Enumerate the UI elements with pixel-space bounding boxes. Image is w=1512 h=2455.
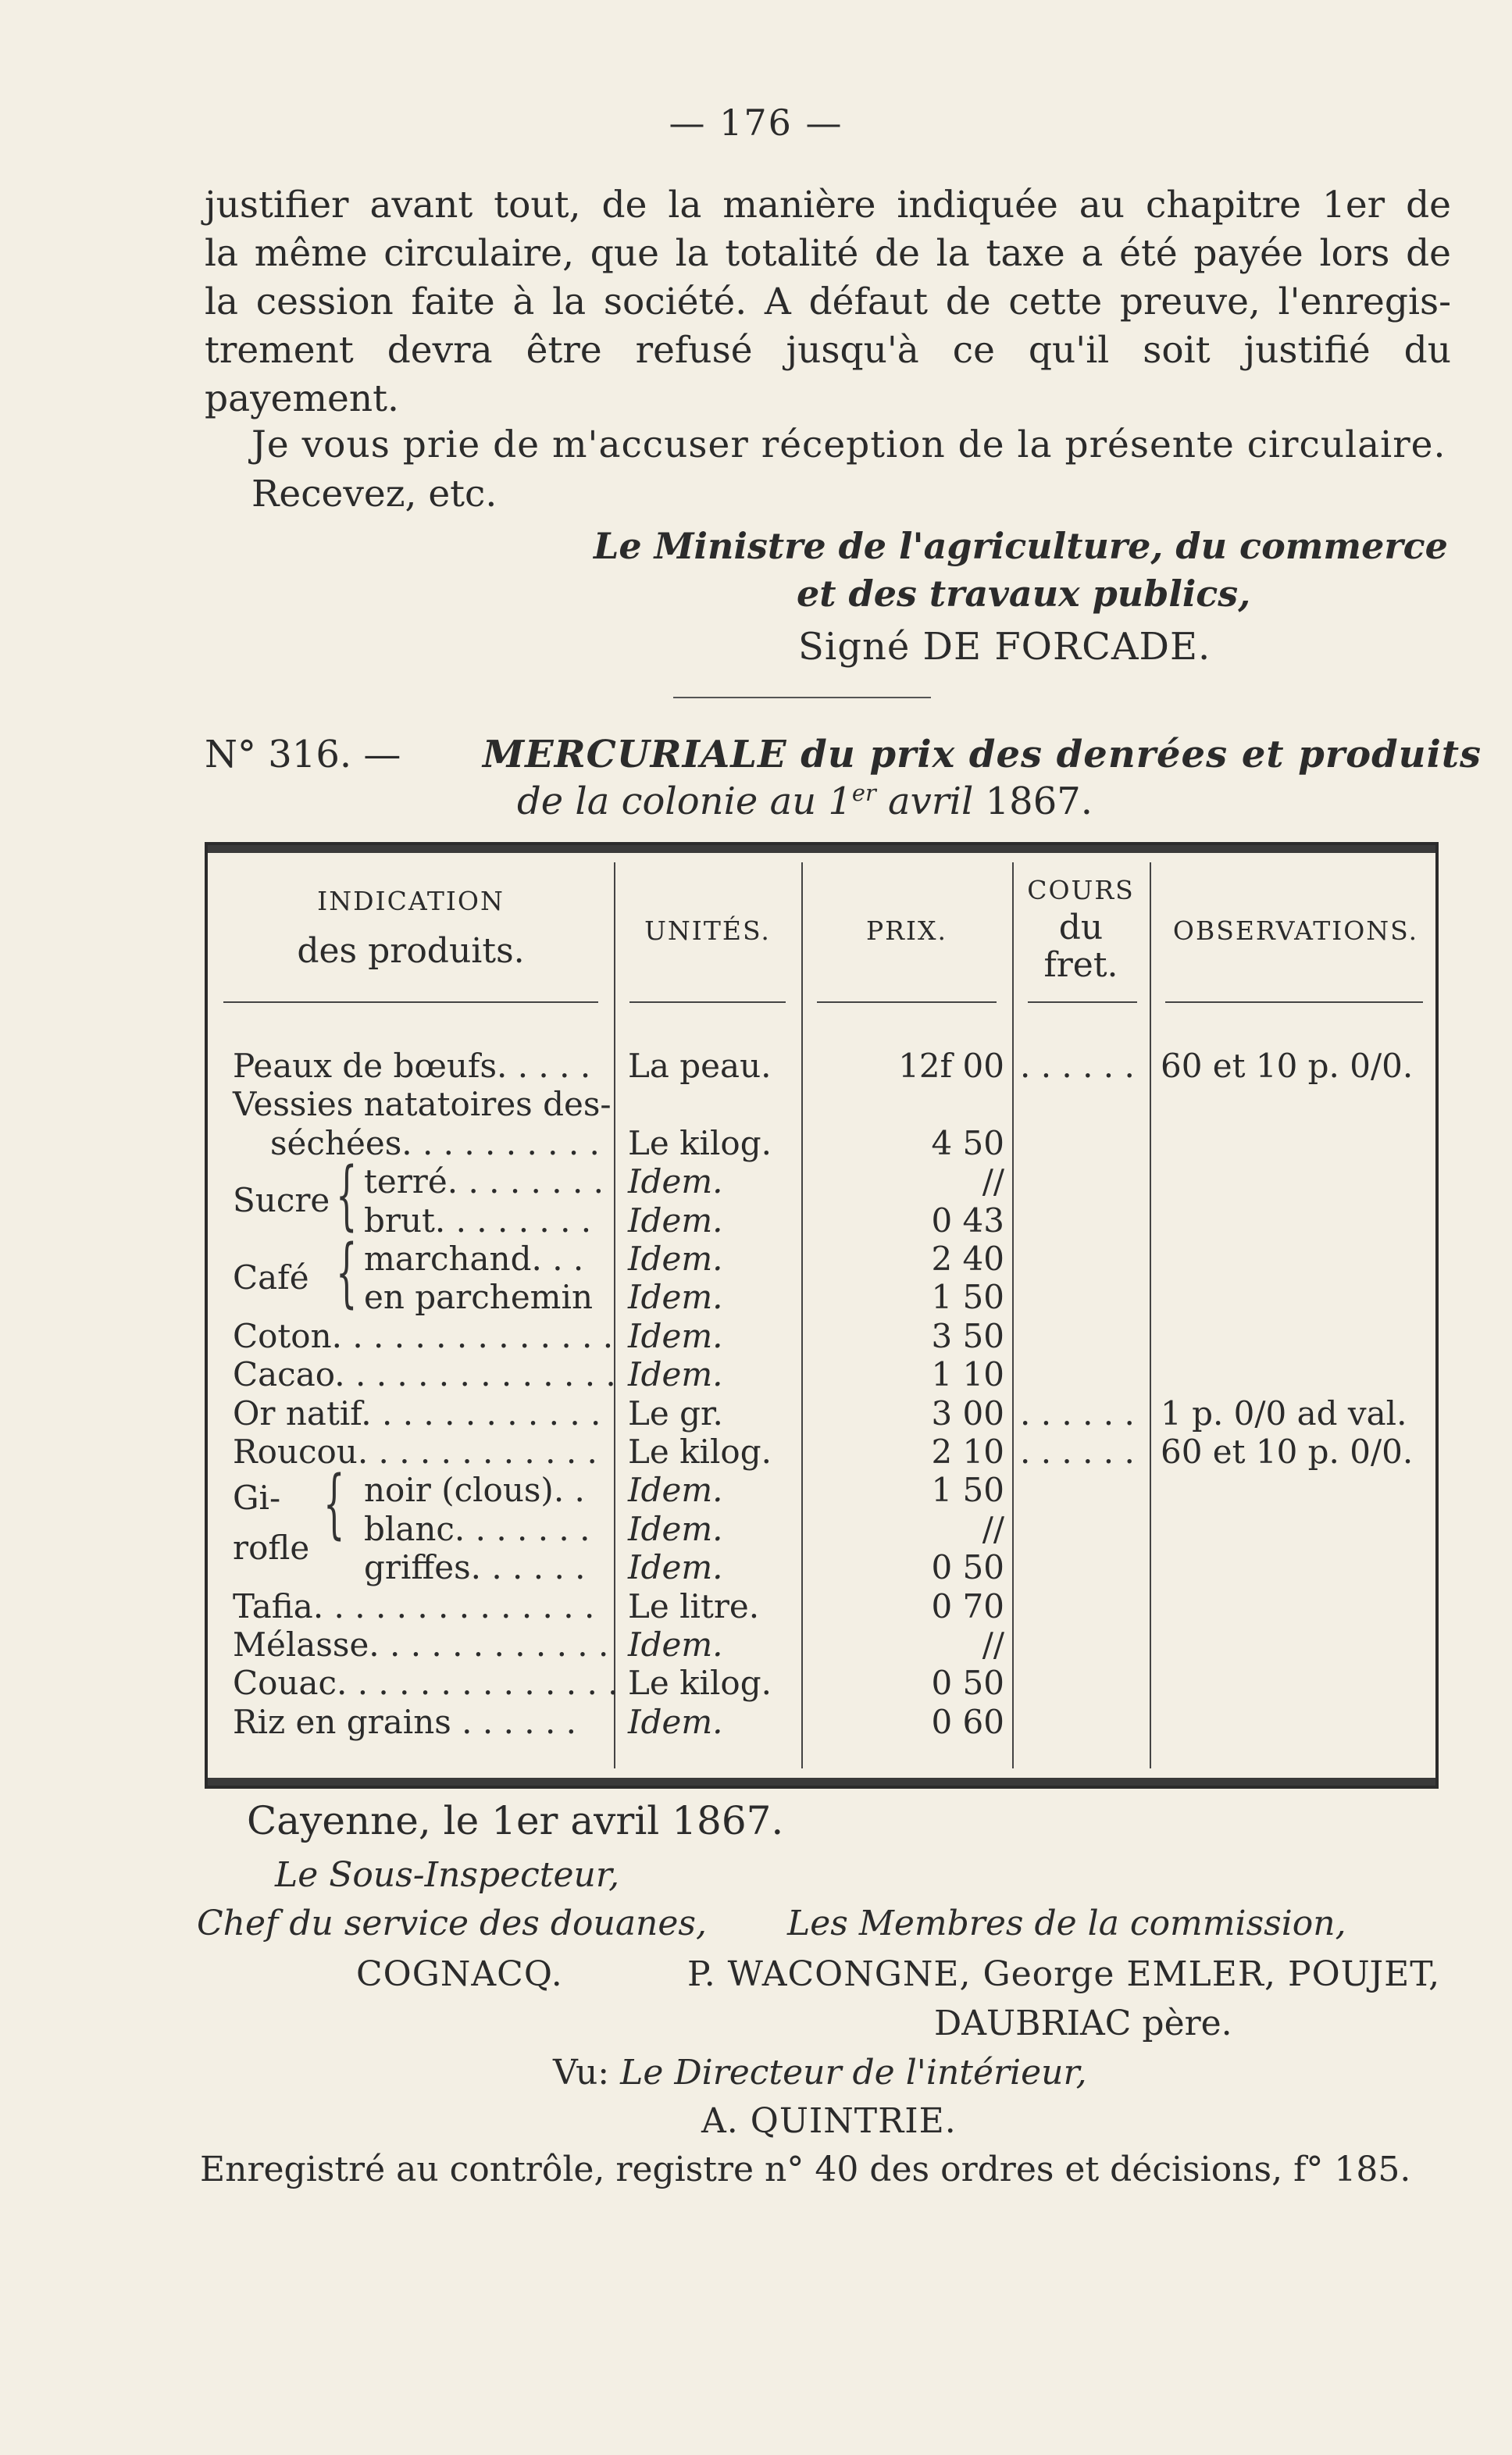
header-du: du	[1058, 908, 1104, 947]
table-row	[208, 1625, 1442, 1665]
mercuriale-table	[205, 842, 1439, 1789]
vu-line	[553, 2053, 1087, 2093]
cell-price: 1 50	[931, 1278, 1004, 1317]
cell-unit: Idem.	[628, 1625, 723, 1664]
cell-name: noir (clous). .	[364, 1471, 585, 1510]
cell-unit: Idem.	[628, 1240, 723, 1278]
minister-title-line1: Le Ministre de l'agriculture, du commerce	[594, 525, 1448, 567]
paragraph-line: la cession faite à la société. A défaut de cette preuve, l'enregis-	[205, 280, 1451, 323]
section-title-line2	[517, 780, 1093, 823]
table-row	[208, 1509, 1442, 1567]
signature-line: Signé DE FORCADE.	[798, 625, 1211, 669]
table-top-rule	[208, 845, 1435, 853]
group-label: rofle	[233, 1528, 310, 1567]
section-title-line1: MERCURIALE du prix des denrées et produits	[483, 733, 1482, 776]
cell-unit: Idem.	[628, 1548, 723, 1587]
chef-douanes: Chef du service des douanes,	[197, 1904, 707, 1943]
table-row	[208, 1278, 1442, 1317]
header-rule	[223, 1001, 598, 1003]
registration-note: Enregistré au contrôle, registre n° 40 des ordres et décisions, f° 185.	[200, 2150, 1411, 2189]
cell-name: Coton. . . . . . . . . . . . . .	[233, 1316, 614, 1355]
group-label: Café	[233, 1258, 309, 1297]
section-separator	[673, 697, 931, 698]
cell-unit: Le gr.	[628, 1393, 723, 1433]
cell-name: brut. . . . . . . .	[364, 1201, 592, 1240]
commission-signers-line1: P. WACONGNE, George EMLER, POUJET,	[687, 1954, 1441, 1994]
cell-price: //	[982, 1162, 1004, 1201]
brace-icon: {	[336, 1229, 358, 1316]
cell-unit: Idem.	[628, 1509, 723, 1548]
cell-name: Mélasse. . . . . . . . . . . .	[233, 1625, 609, 1664]
cell-price: 1 50	[931, 1471, 1004, 1510]
cell-unit: Idem.	[628, 1201, 723, 1240]
cell-unit: Le kilog.	[628, 1433, 772, 1471]
brace-icon: {	[323, 1460, 345, 1548]
cell-unit: Le kilog.	[628, 1664, 772, 1703]
acknowledge-line: Je vous prie de m'accuser réception de la présente circulaire.	[251, 423, 1446, 466]
cell-price: 2 40	[931, 1240, 1004, 1278]
cell-price: 2 10	[931, 1433, 1004, 1471]
header-rule	[1165, 1001, 1423, 1003]
table-row	[208, 1201, 1442, 1240]
cell-name: terré. . . . . . . .	[364, 1162, 604, 1201]
group-label: Sucre	[233, 1181, 330, 1220]
cell-name: Or natif. . . . . . . . . . . .	[233, 1393, 601, 1433]
cell-unit: Idem.	[628, 1471, 723, 1510]
vu-label: Vu:	[553, 2053, 610, 2093]
minister-title-line2: et des travaux publics,	[797, 573, 1251, 615]
header-observations: OBSERVATIONS.	[1172, 915, 1419, 946]
cell-obs: 60 et 10 p. 0/0.	[1161, 1433, 1414, 1471]
title-sup: er	[851, 780, 876, 806]
table-row	[208, 1664, 1442, 1703]
cell-fret: . . . . . .	[1020, 1433, 1135, 1471]
signer-quintrie: A. QUINTRIE.	[701, 2101, 957, 2141]
cell-price: 12f 00	[898, 1047, 1004, 1085]
cell-name: blanc. . . . . . .	[364, 1509, 590, 1548]
cell-unit: Idem.	[628, 1278, 723, 1317]
cell-obs: 60 et 10 p. 0/0.	[1161, 1047, 1414, 1085]
table-row	[208, 1355, 1442, 1394]
header-prix: PRIX.	[865, 915, 948, 946]
cell-unit: Idem.	[628, 1355, 723, 1394]
cell-unit: Idem.	[628, 1702, 723, 1741]
cell-name: Cacao. . . . . . . . . . . . . .	[233, 1355, 616, 1394]
cell-name: griffes. . . . . .	[364, 1548, 586, 1587]
brace-icon: {	[336, 1151, 358, 1240]
cell-fret: . . . . . .	[1020, 1393, 1135, 1433]
header-rule	[1028, 1001, 1137, 1003]
paragraph-line: la même circulaire, que la totalité de la taxe a été payée lors de	[205, 232, 1451, 275]
table-row	[208, 1124, 1442, 1163]
header-fret: fret.	[1043, 945, 1118, 985]
header-indication: INDICATION	[317, 886, 505, 916]
table-row	[208, 1703, 1442, 1742]
closing-line: Recevez, etc.	[251, 473, 497, 516]
cell-unit: Le kilog.	[628, 1123, 772, 1162]
table-row	[208, 1394, 1442, 1433]
cell-price: 0 70	[931, 1586, 1004, 1625]
cell-name: séchées. . . . . . . . . .	[270, 1123, 600, 1162]
table-row	[208, 1047, 1442, 1086]
cell-price: //	[982, 1509, 1004, 1548]
cell-price: 0 60	[931, 1702, 1004, 1741]
cell-obs: 1 p. 0/0 ad val.	[1161, 1393, 1407, 1433]
cell-name: en parchemin	[364, 1278, 593, 1317]
cell-price: 1 10	[931, 1355, 1004, 1394]
cell-name: marchand. . .	[364, 1240, 584, 1278]
commission-signers-line2: DAUBRIAC père.	[934, 2004, 1232, 2043]
paragraph-line: justifier avant tout, de la manière indiquée au chapitre 1er de	[205, 184, 1451, 227]
section-number: N° 316. —	[205, 733, 401, 776]
header-produits: des produits.	[297, 931, 525, 971]
cell-unit: Idem.	[628, 1162, 723, 1201]
cell-name: Riz en grains . . . . . .	[233, 1702, 577, 1741]
paragraph-line: payement.	[205, 377, 399, 420]
paragraph-line: trement devra être refusé jusqu'à ce qu'il soit justifié du	[205, 329, 1451, 372]
cell-unit: Le litre.	[628, 1586, 760, 1625]
table-row	[208, 1587, 1442, 1626]
cell-unit: La peau.	[628, 1047, 772, 1085]
cell-name: Couac. . . . . . . . . . . . . .	[233, 1664, 619, 1703]
place-date: Cayenne, le 1er avril 1867.	[247, 1798, 784, 1843]
cell-price: 3 00	[931, 1393, 1004, 1433]
table-row	[208, 1317, 1442, 1356]
cell-name: Roucou. . . . . . . . . . . .	[233, 1433, 597, 1471]
cell-fret: . . . . . .	[1020, 1047, 1135, 1085]
cell-price: 0 43	[931, 1201, 1004, 1240]
title-pre: de la colonie au 1	[517, 780, 852, 823]
header-cours: COURS	[1027, 875, 1135, 905]
cell-price: 3 50	[931, 1316, 1004, 1355]
table-row	[208, 1085, 1442, 1124]
sous-inspecteur: Le Sous-Inspecteur,	[275, 1855, 620, 1895]
table-row	[208, 1548, 1442, 1587]
cell-price: //	[982, 1625, 1004, 1664]
cell-name: Peaux de bœufs. . . . .	[233, 1047, 591, 1085]
cell-price: 4 50	[931, 1123, 1004, 1162]
page-number: — 176 —	[669, 102, 843, 144]
signer-cognacq: COGNACQ.	[356, 1954, 563, 1994]
group-label: Gi-	[233, 1479, 281, 1518]
cell-name: Tafia. . . . . . . . . . . . . .	[233, 1586, 595, 1625]
cell-name: Vessies natatoires des-	[233, 1085, 612, 1124]
cell-price: 0 50	[931, 1664, 1004, 1703]
intro-paragraph	[205, 181, 1451, 423]
commission-members-label: Les Membres de la commission,	[787, 1904, 1346, 1943]
title-mid: avril	[875, 780, 986, 823]
cell-unit: Idem.	[628, 1316, 723, 1355]
cell-price: 0 50	[931, 1548, 1004, 1587]
vu-text: Le Directeur de l'intérieur,	[620, 2053, 1087, 2093]
header-unites: UNITÉS.	[644, 915, 771, 946]
header-rule	[629, 1001, 786, 1003]
table-row	[208, 1433, 1442, 1472]
title-year: 1867.	[985, 780, 1093, 823]
header-rule	[817, 1001, 997, 1003]
table-bottom-rule	[208, 1778, 1435, 1786]
